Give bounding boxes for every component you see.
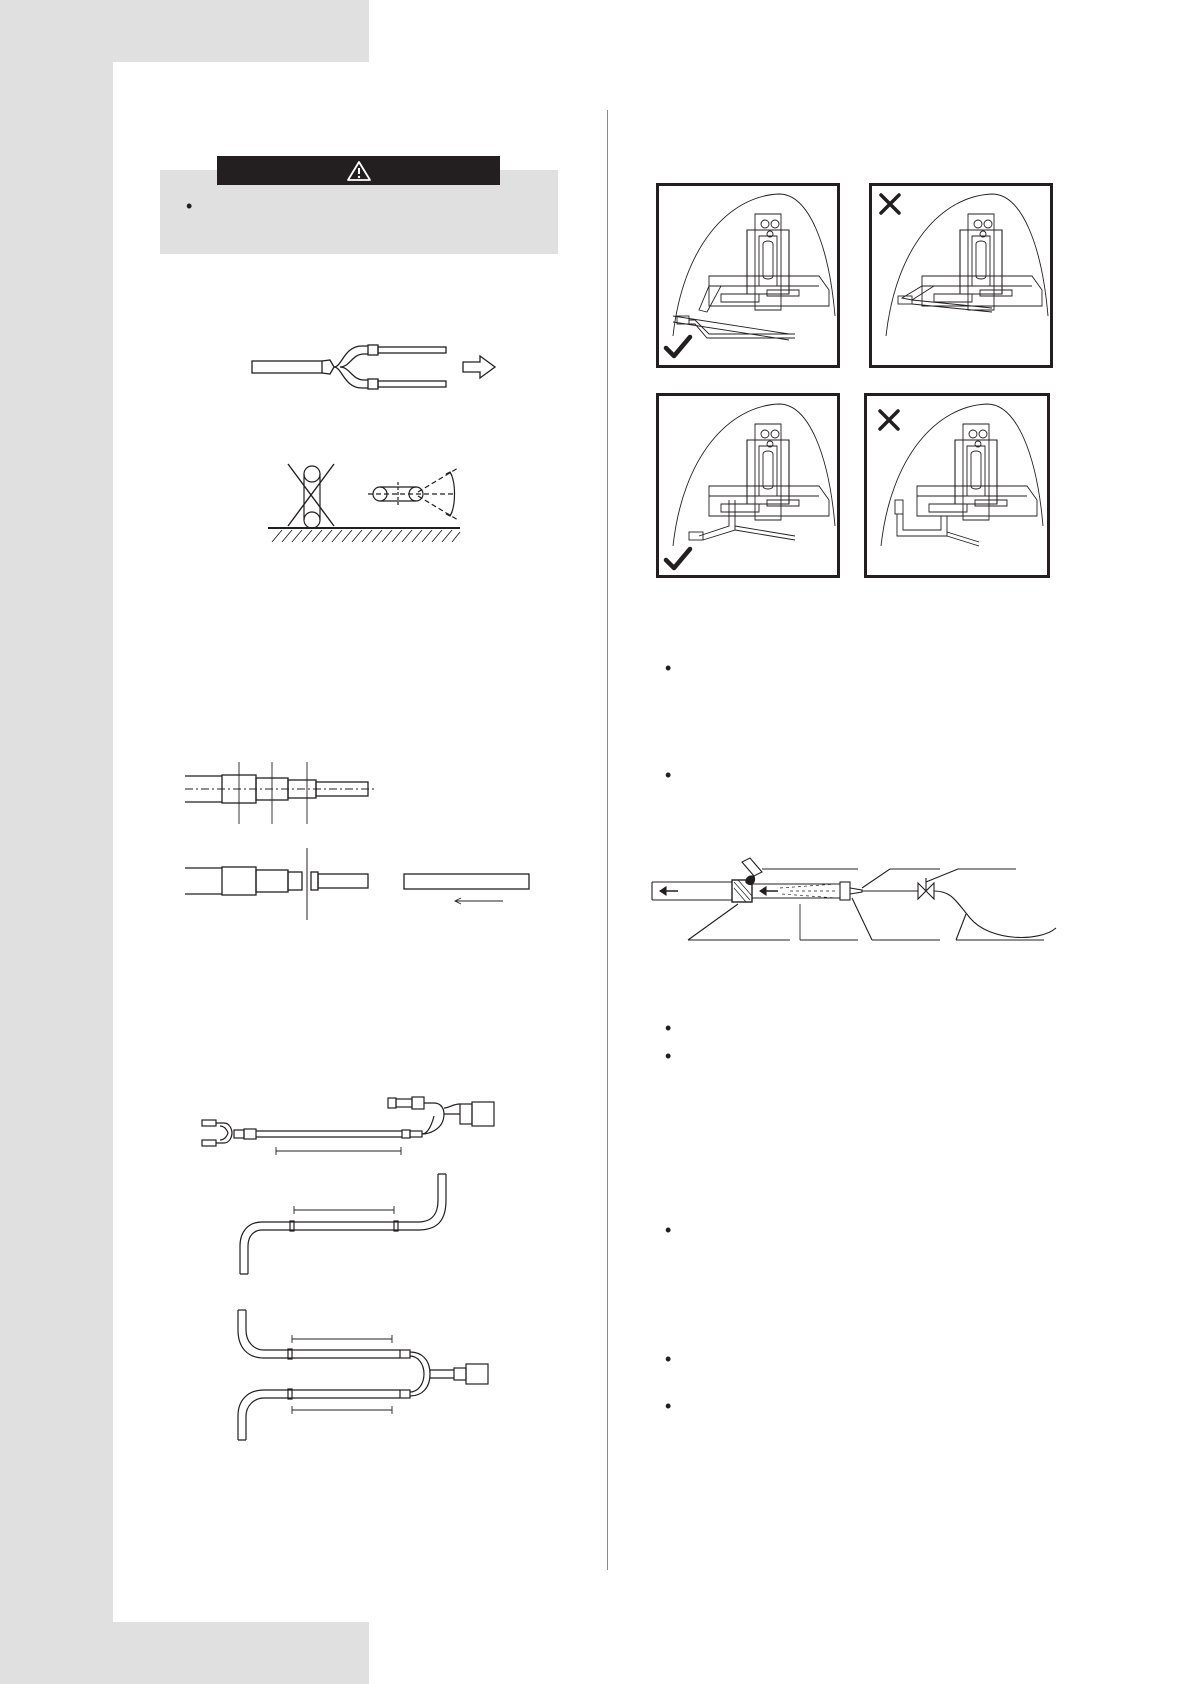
l-bent-pipe-figure bbox=[238, 1172, 448, 1276]
right-bullet-2 bbox=[665, 766, 671, 784]
branch-kit-figure bbox=[198, 1090, 503, 1160]
left-margin-band bbox=[0, 0, 113, 1684]
cross-icon bbox=[878, 192, 902, 216]
install-panel-wrong-1 bbox=[869, 183, 1053, 368]
install-panel-correct-1 bbox=[656, 183, 840, 368]
column-divider bbox=[607, 110, 608, 1570]
warning-triangle-icon bbox=[346, 160, 372, 182]
pipe-cut-positions-figure bbox=[185, 762, 385, 830]
cross-icon bbox=[877, 408, 901, 432]
check-icon bbox=[663, 546, 693, 572]
branch-pipe-pull-figure bbox=[250, 340, 510, 400]
bottom-tab-band bbox=[0, 1622, 369, 1684]
right-bullet-1 bbox=[665, 659, 671, 677]
branch-orientation-figure bbox=[268, 462, 468, 554]
caution-bullet bbox=[186, 197, 192, 215]
install-panel-wrong-2 bbox=[864, 393, 1050, 578]
right-bullet-5 bbox=[665, 1221, 671, 1239]
check-icon bbox=[663, 334, 693, 360]
top-tab-band bbox=[0, 0, 369, 62]
double-branch-pipe-figure bbox=[236, 1308, 500, 1442]
right-bullet-6 bbox=[665, 1350, 671, 1368]
right-bullet-7 bbox=[665, 1397, 671, 1415]
right-bullet-4 bbox=[665, 1047, 671, 1065]
right-bullet-3 bbox=[665, 1019, 671, 1037]
nitrogen-brazing-figure bbox=[650, 858, 1060, 960]
install-panel-correct-2 bbox=[656, 393, 840, 578]
caution-header bbox=[217, 156, 500, 185]
pipe-cut-extension-figure bbox=[185, 848, 530, 922]
